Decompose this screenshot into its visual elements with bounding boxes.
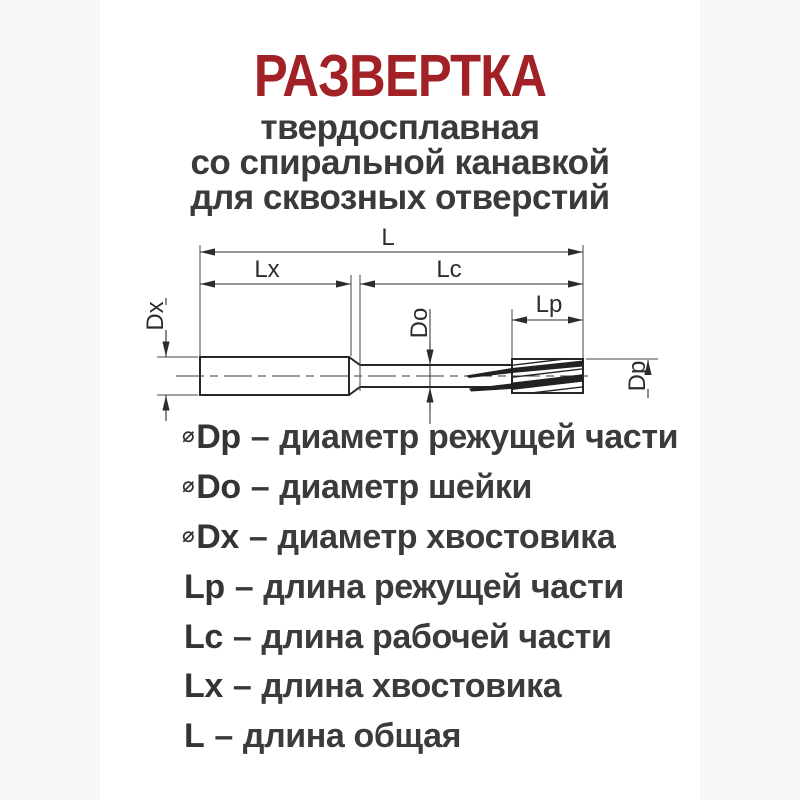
legend-symbol: Do — [196, 468, 241, 507]
legend-separator: – — [234, 567, 254, 606]
page-title: РАЗВЕРТКА — [253, 43, 547, 109]
legend-symbol: Dx — [196, 517, 239, 556]
legend-separator: – — [248, 517, 268, 556]
legend-item — [182, 413, 678, 463]
subtitle-line: для сквозных отверстий — [190, 178, 610, 217]
legend-description: длина хвостовика — [261, 667, 562, 706]
legend-separator: – — [232, 617, 252, 656]
legend-description: диаметр хвостовика — [277, 517, 616, 556]
legend-description: длина рабочей части — [261, 617, 612, 656]
subtitle-line: со спиральной канавкой — [190, 143, 610, 182]
legend-description: длина режущей части — [263, 567, 624, 606]
legend-symbol: Lc — [184, 617, 223, 656]
legend-item — [182, 562, 678, 612]
dim-label-shank-diameter: Dx — [142, 301, 169, 331]
dim-label-shank-length: Lx — [254, 256, 280, 283]
legend-symbol: Lp — [184, 567, 225, 606]
diameter-sign: ⌀ — [182, 423, 195, 448]
legend-separator: – — [214, 717, 233, 756]
dim-label-working-length: Lc — [436, 256, 462, 283]
legend-item — [182, 513, 678, 563]
legend-description: длина общая — [242, 717, 462, 756]
subtitle-line: твердосплавная — [260, 108, 540, 147]
legend-item — [182, 612, 678, 662]
legend-separator: – — [232, 667, 252, 706]
technical-drawing — [100, 226, 700, 434]
legend-separator: – — [250, 418, 270, 457]
legend-separator: – — [250, 468, 270, 507]
legend-symbol: Dp — [196, 418, 241, 457]
legend-description: диаметр режущей части — [279, 418, 679, 457]
legend — [182, 413, 678, 762]
dim-label-cutting-diameter: Dp — [624, 360, 651, 392]
dim-label-overall-length: L — [381, 226, 395, 251]
legend-symbol: L — [184, 717, 205, 756]
legend-description: диаметр шейки — [279, 468, 533, 507]
legend-item — [182, 662, 678, 712]
dim-label-neck-diameter: Do — [406, 307, 433, 339]
diameter-sign: ⌀ — [182, 522, 195, 547]
spiral-flutes — [466, 356, 590, 408]
subtitle-block — [100, 110, 700, 215]
dim-label-cutting-length: Lp — [535, 291, 563, 318]
legend-item — [182, 712, 678, 762]
content-panel — [100, 0, 700, 800]
diameter-sign: ⌀ — [182, 473, 195, 498]
legend-symbol: Lx — [184, 667, 223, 706]
legend-item — [182, 463, 678, 513]
